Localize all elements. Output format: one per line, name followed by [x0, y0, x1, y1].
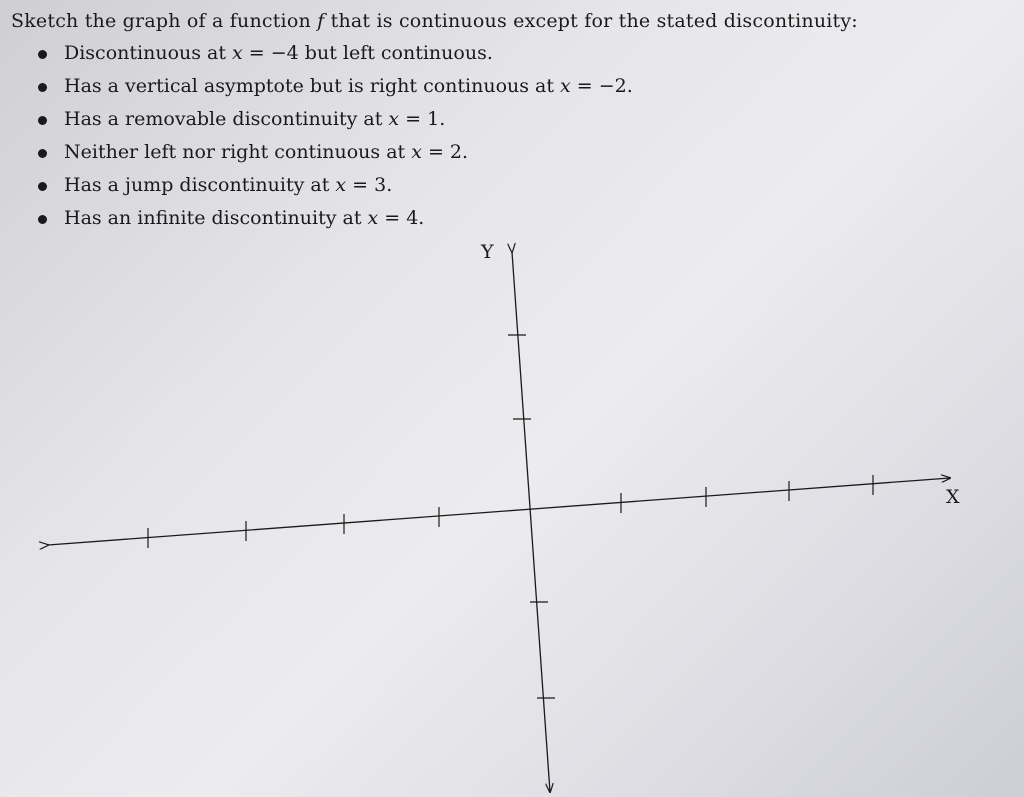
x-axis-label: X — [946, 486, 960, 508]
prompt-function-symbol: f — [317, 10, 325, 32]
condition-variable: x — [560, 75, 571, 97]
condition-variable: x — [388, 108, 400, 130]
x-axis-ticks — [148, 475, 873, 548]
x-axis — [48, 478, 950, 545]
prompt-before: Sketch the graph of a function — [11, 10, 318, 32]
condition-text: Discontinuous at — [64, 42, 233, 64]
condition-value: = −4 but left continuous. — [242, 42, 493, 64]
condition-value: = 1. — [399, 108, 446, 130]
y-axis-ticks — [508, 335, 555, 698]
condition-value: = −2. — [570, 75, 633, 97]
y-axis-label: Y — [481, 241, 494, 263]
condition-value: = 2. — [421, 141, 469, 163]
condition-text: Has an infinite discontinuity at — [64, 207, 368, 229]
condition-text: Neither left nor right continuous at — [64, 141, 412, 163]
condition-variable: x — [367, 207, 379, 229]
prompt-after: that is continuous except for the stated discontinuity: — [324, 10, 858, 32]
condition-text: Has a vertical asymptote but is right continuous at — [64, 75, 561, 97]
condition-value: = 3. — [346, 174, 393, 196]
condition-text: Has a removable discontinuity at — [64, 108, 389, 130]
condition-variable: x — [335, 174, 347, 196]
condition-text: Has a jump discontinuity at — [64, 174, 336, 196]
condition-value: = 4. — [378, 207, 425, 229]
y-axis — [512, 252, 550, 792]
condition-variable: x — [411, 141, 422, 163]
condition-variable: x — [232, 42, 243, 64]
